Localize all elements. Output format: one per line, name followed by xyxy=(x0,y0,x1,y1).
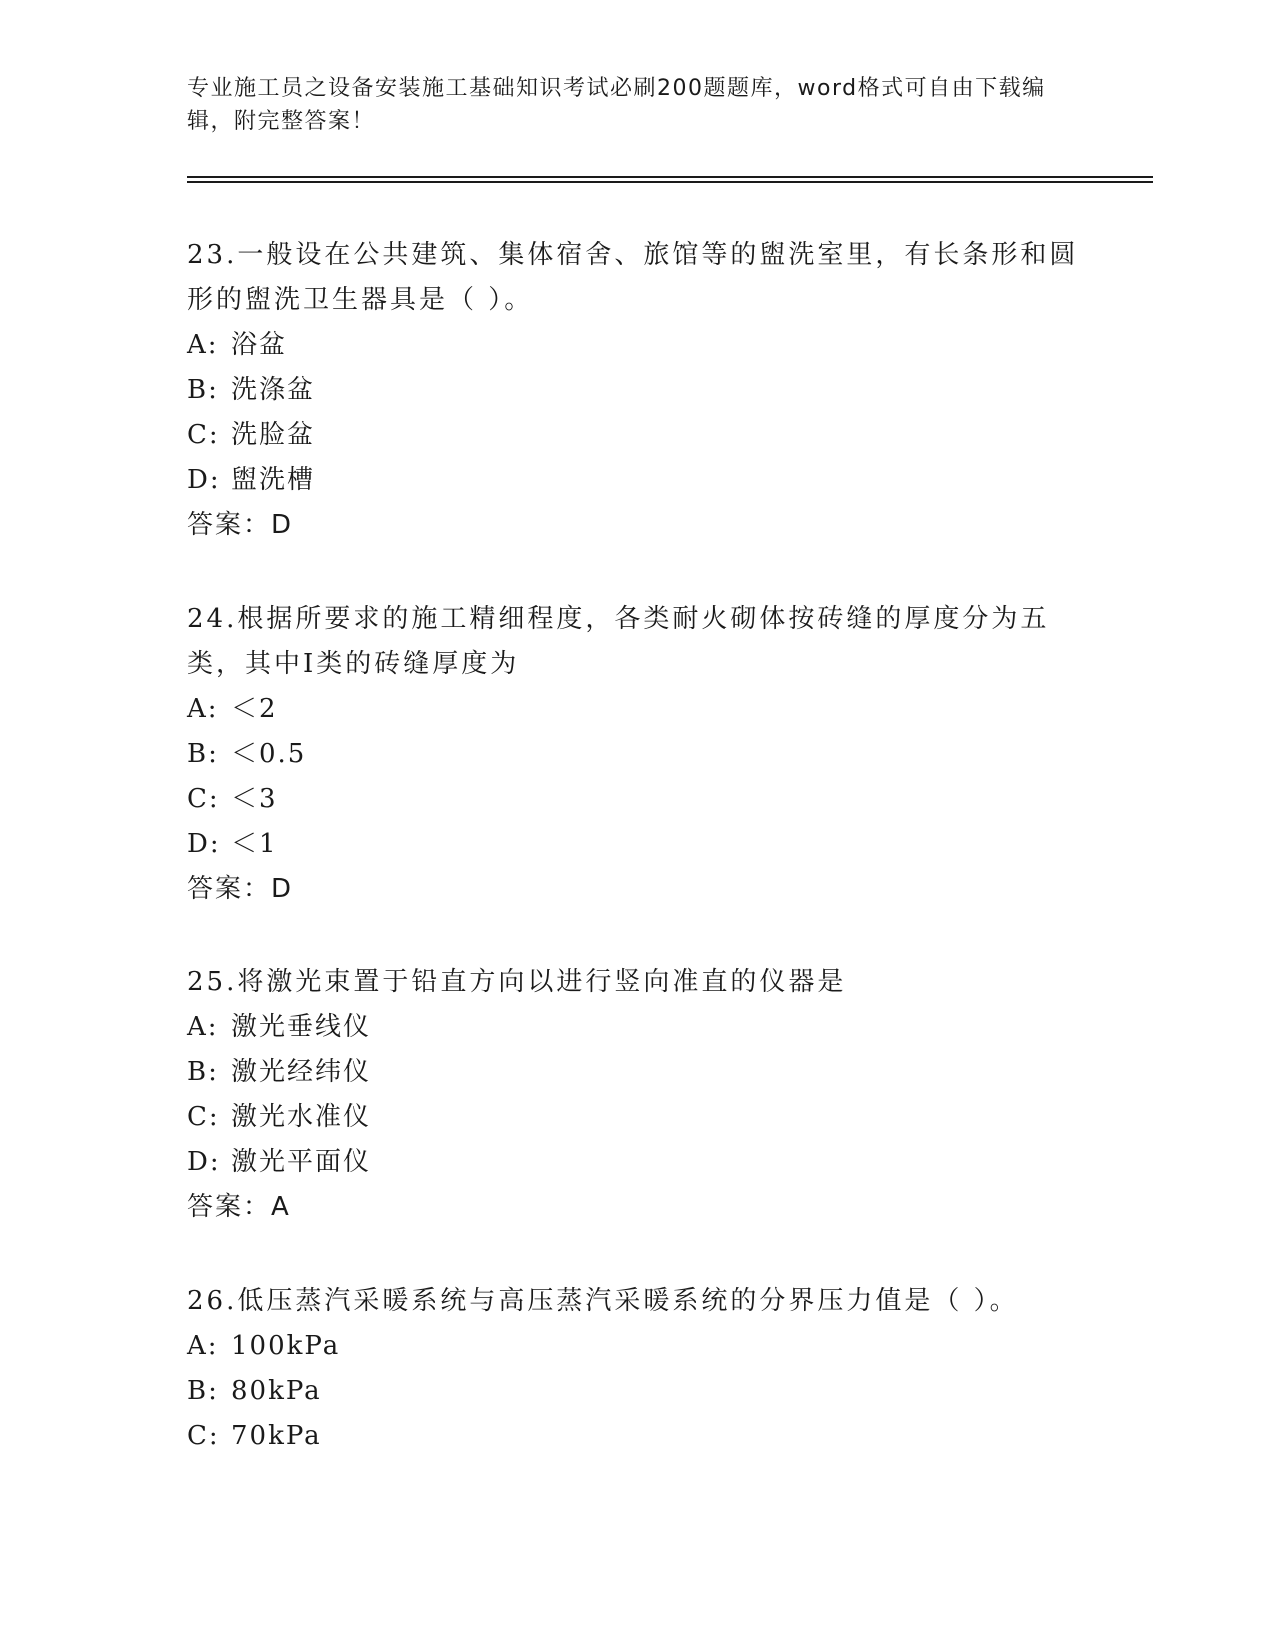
option-text: 洗涤盆 xyxy=(231,375,316,405)
option-text: 激光水准仪 xyxy=(231,1102,372,1132)
option-text: 激光垂线仪 xyxy=(231,1012,372,1042)
option-text: ＜2 xyxy=(231,694,278,724)
option-text: 70kPa xyxy=(231,1421,322,1451)
document-header-title: 专业施工员之设备安装施工基础知识考试必刷200题题库，word格式可自由下载编辑，附完整答案！ xyxy=(187,76,1046,134)
question-25 xyxy=(187,960,1087,1230)
option-a xyxy=(187,1324,1087,1369)
question-24 xyxy=(187,597,1087,912)
header-divider-bottom xyxy=(187,181,1153,183)
answer-line: 答案：D xyxy=(187,510,294,540)
option-text: 浴盆 xyxy=(231,330,288,360)
option-a xyxy=(187,323,1087,368)
option-label: A: xyxy=(187,1012,219,1042)
option-label: C: xyxy=(187,784,220,814)
option-label: B: xyxy=(187,1376,219,1406)
option-c xyxy=(187,1414,1087,1459)
option-text: 洗脸盆 xyxy=(231,420,316,450)
option-text: ＜3 xyxy=(231,784,278,814)
option-b xyxy=(187,1369,1087,1414)
option-text: 激光经纬仪 xyxy=(231,1057,372,1087)
option-text: 100kPa xyxy=(231,1331,341,1361)
question-stem: 24.根据所要求的施工精细程度，各类耐火砌体按砖缝的厚度分为五类，其中Ⅰ类的砖缝厚度为 xyxy=(187,604,1050,679)
option-d xyxy=(187,458,1087,503)
question-23 xyxy=(187,233,1087,548)
option-label: D: xyxy=(187,465,221,495)
option-b xyxy=(187,1050,1087,1095)
option-a xyxy=(187,1005,1087,1050)
question-stem: 25.将激光束置于铅直方向以进行竖向准直的仪器是 xyxy=(187,967,847,997)
option-d xyxy=(187,822,1087,867)
option-d xyxy=(187,1140,1087,1185)
option-text: 80kPa xyxy=(231,1376,322,1406)
option-label: B: xyxy=(187,739,219,769)
option-label: B: xyxy=(187,1057,219,1087)
option-b xyxy=(187,368,1087,413)
option-b xyxy=(187,732,1087,777)
answer-line: 答案：D xyxy=(187,874,294,904)
option-label: D: xyxy=(187,829,221,859)
option-label: B: xyxy=(187,375,219,405)
option-label: A: xyxy=(187,694,219,724)
option-text: 激光平面仪 xyxy=(231,1147,372,1177)
option-c xyxy=(187,413,1087,458)
option-label: C: xyxy=(187,420,220,450)
option-label: C: xyxy=(187,1102,220,1132)
option-label: A: xyxy=(187,1331,219,1361)
option-text: ＜0.5 xyxy=(231,739,307,769)
question-stem: 23.一般设在公共建筑、集体宿舍、旅馆等的盥洗室里，有长条形和圆形的盥洗卫生器具是（ ）。 xyxy=(187,240,1079,315)
option-label: A: xyxy=(187,330,219,360)
option-label: C: xyxy=(187,1421,220,1451)
option-a xyxy=(187,687,1087,732)
question-26 xyxy=(187,1279,1087,1459)
option-c xyxy=(187,1095,1087,1140)
option-label: D: xyxy=(187,1147,221,1177)
option-text: 盥洗槽 xyxy=(231,465,316,495)
option-c xyxy=(187,777,1087,822)
answer-line: 答案：A xyxy=(187,1192,291,1222)
option-text: ＜1 xyxy=(231,829,278,859)
question-stem: 26.低压蒸汽采暖系统与高压蒸汽采暖系统的分界压力值是（ ）。 xyxy=(187,1286,1019,1316)
header-divider-top xyxy=(187,176,1153,178)
